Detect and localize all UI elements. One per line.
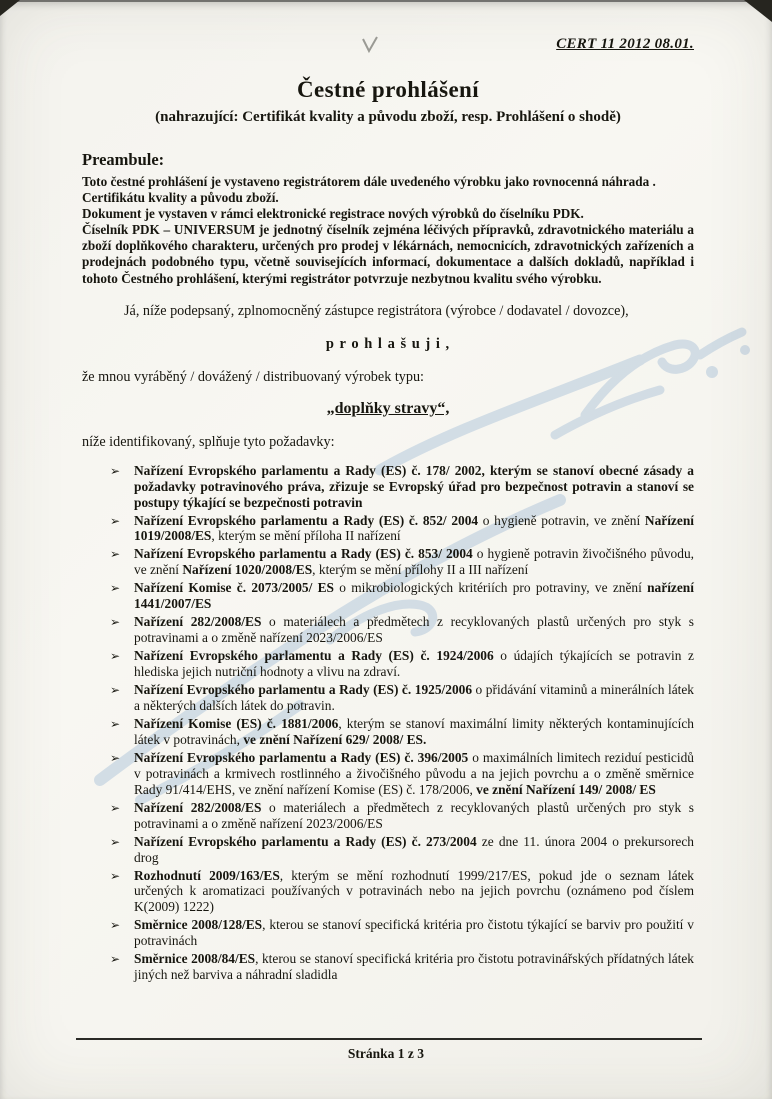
scan-artifact-corner-right: [744, 0, 772, 22]
list-item-text: Nařízení Evropského parlamentu a Rady (ES) č. 273/2004 ze dne 11. února 2004 o prekursorech drog: [134, 833, 694, 865]
page-number: Stránka 1 z 3: [347, 1046, 425, 1061]
list-item-text: Nařízení Evropského parlamentu a Rady (ES) č. 178/ 2002, kterým se stanoví obecné zásady a požadavky potravinového práva, zřizuje se Evropský úřad pro bezpečnost potravin a stanoví se postupy týkající se bezpečnosti potravin: [134, 462, 694, 510]
list-item: [110, 750, 694, 798]
declaration-product-line: že mnou vyráběný / dovážený / distribuovaný výrobek typu:: [82, 368, 424, 385]
list-item-text: Nařízení Evropského parlamentu a Rady (ES) č. 853/ 2004 o hygieně potravin živočišného původu, ve znění Nařízení 1020/2008/ES, kterým se mění přílohy II a III nařízení: [134, 546, 694, 578]
arrow-bullet-icon: ➢: [110, 649, 121, 664]
arrow-bullet-icon: ➢: [110, 513, 121, 528]
list-item: [110, 682, 694, 714]
arrow-bullet-icon: ➢: [110, 918, 121, 933]
document-reference: CERT 11 2012 08.01.: [556, 36, 694, 52]
scan-artifact-corner-left: [0, 0, 20, 16]
list-item: [110, 834, 694, 866]
list-item-text: Nařízení Evropského parlamentu a Rady (ES) č. 396/2005 o maximálních limitech reziduí pesticidů v potravinách a krmivech rostlinného a živočišného původu a na jejich povrchu a o změně směrnice Rady 91/414/EHS, ve znění nařízení Komise (ES) č. 178/2006, ve znění Nařízení 149/ 2008/ ES: [134, 749, 694, 797]
preamble-paragraph: Dokument je vystaven v rámci elektronické registrace nových výrobků do číselníku PDK.: [82, 206, 584, 222]
document-subtitle: (nahrazující: Certifikát kvality a původu zboží, resp. Prohlášení o shodě): [155, 109, 621, 125]
preamble-paragraph: Toto čestné prohlášení je vystaveno registrátorem dále uvedeného výrobku jako rovnocenná náhrada .: [82, 174, 656, 189]
list-item: [110, 868, 694, 916]
arrow-bullet-icon: ➢: [110, 716, 121, 731]
list-item-text: Směrnice 2008/128/ES, kterou se stanoví specifická kritéria pro čistotu týkající se barviv pro použití v potravinách: [134, 917, 694, 949]
list-item-text: Nařízení Evropského parlamentu a Rady (ES) č. 852/ 2004 o hygieně potravin, ve znění Nařízení 1019/2008/ES, kterým se mění příloha II nařízení: [134, 512, 694, 544]
list-item-text: Rozhodnutí 2009/163/ES, kterým se mění rozhodnutí 1999/217/ES, pokud jde o seznam látek určených k aromatizaci používaných v potravinách nebo na jejich povrchu (oznámeno pod číslem K(2009) 1222): [134, 867, 694, 915]
arrow-bullet-icon: ➢: [110, 834, 121, 849]
footer-divider: [76, 1038, 702, 1040]
product-type: „doplňky stravy“,: [326, 399, 450, 417]
arrow-bullet-icon: ➢: [110, 547, 121, 562]
list-item-text: Nařízení Evropského parlamentu a Rady (ES) č. 1924/2006 o údajích týkajících se potravin z hlediska jejich nutriční hodnoty a vlivu na zdraví.: [134, 648, 694, 680]
list-item: [110, 648, 694, 680]
arrow-bullet-icon: ➢: [110, 615, 121, 630]
list-item: [110, 614, 694, 646]
list-item: [110, 800, 694, 832]
requirements-intro: níže identifikovaný, splňuje tyto požadavky:: [82, 433, 335, 450]
document-title: Čestné prohlášení: [296, 77, 480, 102]
preamble-paragraphs: [82, 174, 694, 287]
list-item-text: Nařízení 282/2008/ES o materiálech a předmětech z recyklovaných plastů určených pro styk s potravinami a o změně nařízení 2023/2006/ES: [134, 614, 694, 646]
list-item-text: Směrnice 2008/84/ES, kterou se stanoví specifická kritéria pro čistotu potravinářských přídatných látek jiných než barviva a náhradní sladidla: [134, 951, 694, 983]
list-item: [110, 716, 694, 748]
list-item-text: Nařízení 282/2008/ES o materiálech a předmětech z recyklovaných plastů určených pro styk s potravinami a o změně nařízení 2023/2006/ES: [134, 799, 694, 831]
arrow-bullet-icon: ➢: [110, 952, 121, 967]
preamble-heading: Preambule:: [82, 150, 165, 169]
list-item: [110, 580, 694, 612]
arrow-bullet-icon: ➢: [110, 581, 121, 596]
document-content: [82, 0, 694, 985]
list-item: [110, 951, 694, 983]
arrow-bullet-icon: ➢: [110, 750, 121, 765]
declaration-verb: p r o h l a š u j i ,: [325, 335, 451, 352]
arrow-bullet-icon: ➢: [110, 463, 121, 478]
list-item: [110, 546, 694, 578]
arrow-bullet-icon: ➢: [110, 868, 121, 883]
list-item: [110, 463, 694, 511]
list-item: [110, 917, 694, 949]
list-item-text: Nařízení Komise (ES) č. 1881/2006, kterým se stanoví maximální limity některých kontaminujících látek v potravinách, ve znění Nařízení 629/ 2008/ ES.: [134, 715, 694, 747]
declaration-intro: Já, níže podepsaný, zplnomocněný zástupce registrátora (výrobce / dodavatel / dovozce),: [124, 302, 629, 319]
list-item-text: Nařízení Evropského parlamentu a Rady (ES) č. 1925/2006 o přidávání vitaminů a minerálních látek a některých dalších látek do potravin.: [134, 682, 694, 713]
arrow-bullet-icon: ➢: [110, 800, 121, 815]
requirements-list: [82, 463, 694, 984]
preamble-paragraph: Certifikátu kvality a původu zboží.: [82, 190, 279, 206]
list-item: [110, 513, 694, 545]
arrow-bullet-icon: ➢: [110, 683, 121, 698]
preamble-paragraph: Číselník PDK – UNIVERSUM je jednotný číselník zejména léčivých přípravků, zdravotnického materiálu a zboží doplňkového charakteru, určených pro prodej v lékárnách, nemocnicích, zdravotnických zařízeních a prodejnách podobného typu, včetně souvisejících informací, dokumentace a dalších dokladů, například i tohoto Čestného prohlášení, kterými registrátor potvrzuje nezbytnou kvalitu svého výrobku.: [82, 222, 694, 286]
list-item-text: Nařízení Komise č. 2073/2005/ ES o mikrobiologických kritériích pro potraviny, ve znění nařízení 1441/2007/ES: [134, 580, 694, 612]
